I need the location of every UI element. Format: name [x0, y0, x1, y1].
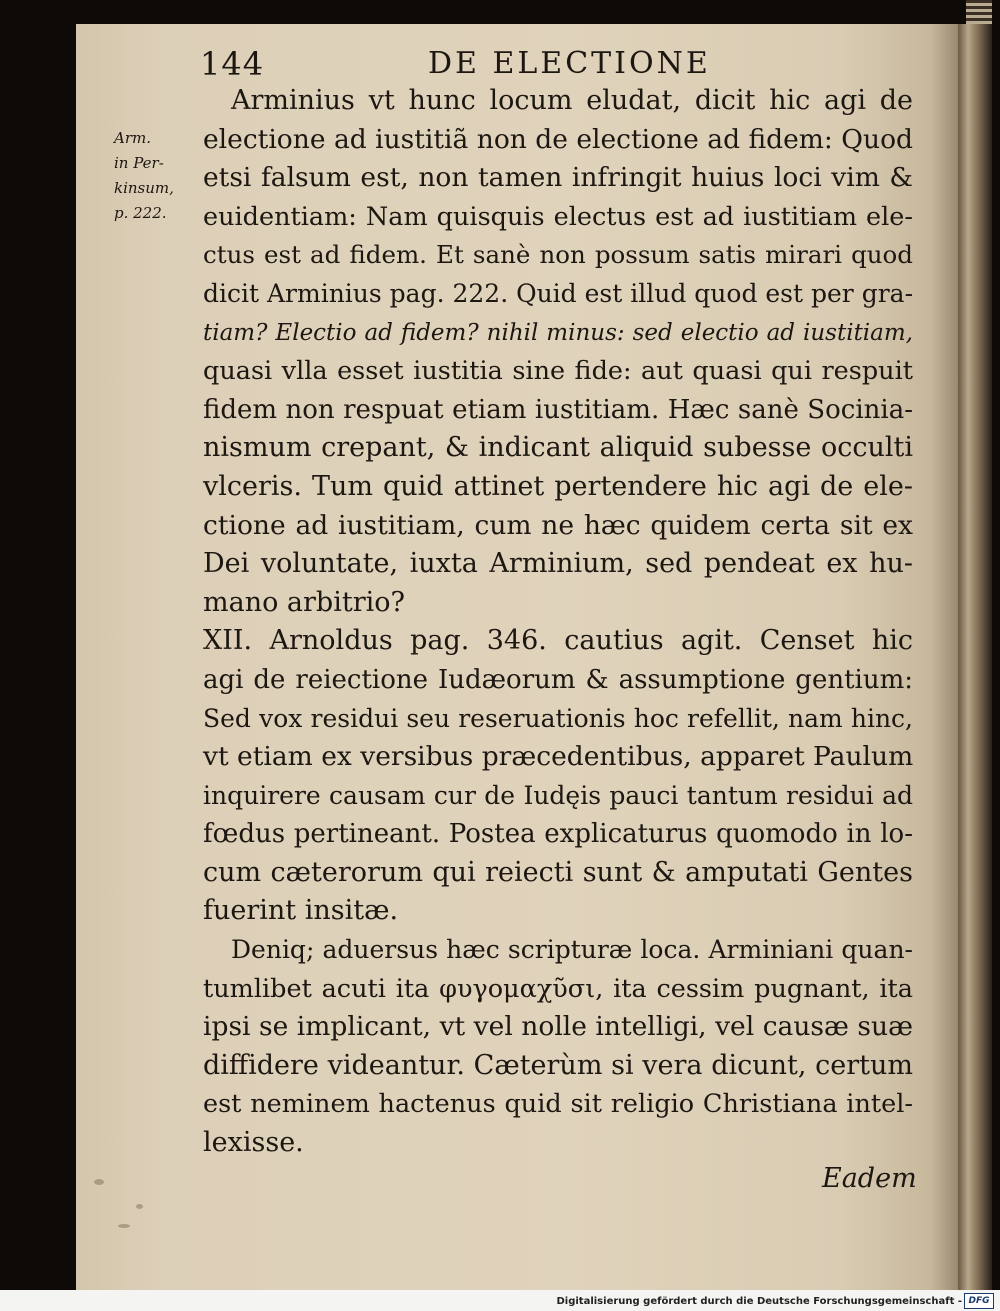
digitization-credit: Digitalisierung gefördert durch die Deutsche Forschungsgemeinschaft - [556, 1296, 962, 1307]
marginal-note-line: in Per- [114, 154, 164, 172]
text-line: fœdus pertineant. Postea explicaturus quomodo in lo- [203, 819, 913, 850]
text-line: nismum crepant, & indicant aliquid subesse occulti [203, 432, 913, 464]
marginal-note-line: Arm. [114, 129, 151, 147]
text-line: fuerint insitæ. [203, 895, 399, 927]
body-text [203, 82, 913, 1163]
text-line: inquirere causam cur de Iudęis pauci tantum residui ad [203, 780, 913, 810]
ink-smudge [136, 1204, 143, 1209]
text-line: agi de reiectione Iudæorum & assumptione gentium: [203, 664, 913, 695]
text-line: tumlibet acuti ita φυγομαχῦσι, ita cessim pugnant, ita [203, 973, 913, 1004]
text-line: Sed vox residui seu reseruationis hoc refellit, nam hinc, [203, 703, 913, 733]
text-line: ctus est ad fidem. Et sanè non possum satis mirari quod [203, 240, 913, 270]
binding-edge [966, 0, 992, 24]
page-edge [958, 24, 992, 1290]
text-line: diffidere videantur. Cæterùm si vera dicunt, certum [203, 1049, 913, 1081]
text-line: cum cæterorum qui reiecti sunt & amputati Gentes [203, 856, 913, 888]
page-number: 144 [200, 45, 265, 83]
text-line: electione ad iustitiã non de electione ad fidem: Quod [203, 123, 913, 155]
text-line: Deniq; aduersus hæc scripturæ loca. Arminiani quan- [231, 935, 913, 965]
ink-smudge [94, 1179, 104, 1185]
catchword: Eadem [822, 1163, 917, 1194]
running-title: DE ELECTIONE [428, 46, 711, 81]
text-line: quasi vlla esset iustitia sine fide: aut quasi qui respuit [203, 356, 913, 387]
text-line: fidem non respuat etiam iustitiam. Hæc sanè Socinia- [203, 394, 913, 425]
text-line: Dei voluntate, iuxta Arminium, sed pendeat ex hu- [203, 548, 913, 580]
text-line: mano arbitrio? [203, 586, 405, 618]
text-line: ipsi se implicant, vt vel nolle intelligi, vel causæ suæ [203, 1011, 913, 1043]
marginal-note-line: kinsum, [114, 179, 174, 197]
text-line: tiam? Electio ad fidem? nihil minus: sed electio ad iustitiam, [203, 319, 913, 346]
section-heading-line: XII. Arnoldus pag. 346. cautius agit. Censet hic [203, 625, 913, 657]
dfg-logo[interactable]: DFG [964, 1293, 994, 1309]
marginal-note-line: p. 222. [114, 204, 167, 222]
text-line: etsi falsum est, non tamen infringit huius loci vim & [203, 162, 913, 194]
text-line: vlceris. Tum quid attinet pertendere hic agi de ele- [203, 470, 913, 502]
text-line: vt etiam ex versibus præcedentibus, apparet Paulum [203, 741, 914, 773]
text-line: est neminem hactenus quid sit religio Christiana intel- [203, 1089, 913, 1120]
ink-smudge [118, 1224, 130, 1228]
marginal-note [114, 126, 194, 226]
text-line: Arminius vt hunc locum eludat, dicit hic agi de [231, 85, 913, 116]
text-line: euidentiam: Nam quisquis electus est ad iustitiam ele- [203, 201, 913, 232]
text-line: ctione ad iustitiam, cum ne hæc quidem certa sit ex [203, 509, 913, 541]
text-line: lexisse. [203, 1127, 304, 1159]
text-line: dicit Arminius pag. 222. Quid est illud quod est per gra- [203, 278, 914, 308]
